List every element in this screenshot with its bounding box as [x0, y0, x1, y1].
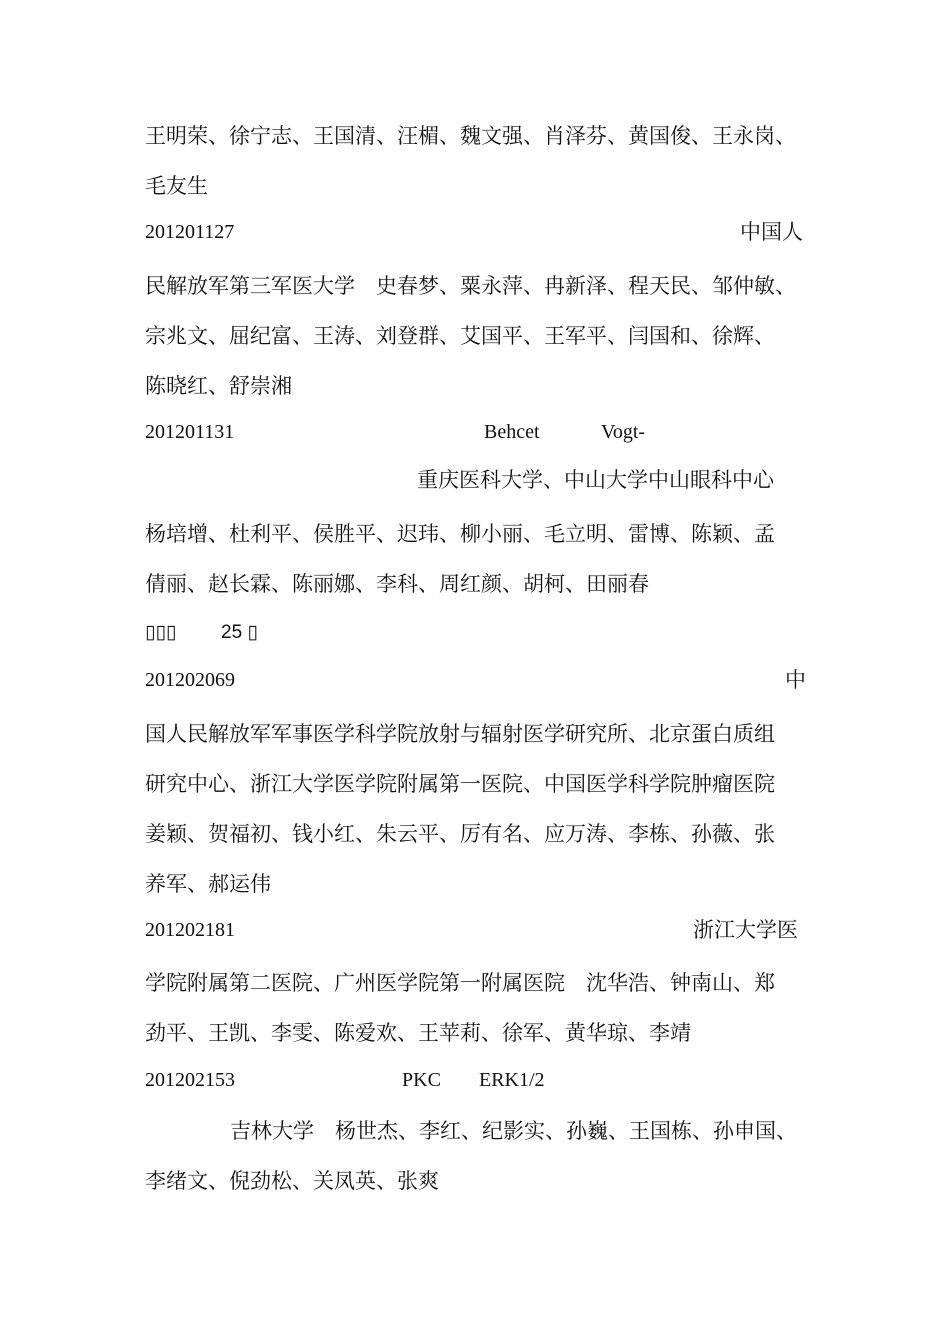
award-number: 201201127 — [145, 221, 235, 243]
text-fragment: PKC — [402, 1069, 441, 1091]
text-line: 民解放军第三军医大学 史春梦、粟永萍、冉新泽、程天民、邹仲敏、 — [145, 274, 796, 298]
text-fragment: 25 ▯ — [221, 622, 258, 643]
text-fragment: Vogt- — [601, 421, 646, 443]
text-line: 王明荣、徐宁志、王国清、汪楣、魏文强、肖泽芬、黄国俊、王永岗、 — [145, 124, 796, 148]
text-fragment: ERK1/2 — [479, 1069, 545, 1091]
text-line: 姜颖、贺福初、钱小红、朱云平、厉有名、应万涛、李栋、孙薇、张 — [145, 822, 775, 846]
text-line: 养军、郝运伟 — [145, 872, 271, 896]
award-number: 201201131 — [145, 421, 235, 443]
text-line: 重庆医科大学、中山大学中山眼科中心 — [417, 468, 774, 492]
text-line: 学院附属第二医院、广州医学院第一附属医院 沈华浩、钟南山、郑 — [145, 971, 775, 995]
text-line: 李绪文、倪劲松、关凤英、张爽 — [145, 1169, 439, 1193]
text-fragment: Behcet — [484, 421, 540, 443]
text-line: 陈晓红、舒崇湘 — [145, 374, 292, 398]
text-line: 杨培增、杜利平、侯胜平、迟玮、柳小丽、毛立明、雷博、陈颖、孟 — [145, 522, 775, 546]
award-number: 201202181 — [145, 919, 235, 941]
text-line: 浙江大学医 — [693, 918, 798, 942]
award-number: 201202153 — [145, 1069, 235, 1091]
text-line: 中国人 — [740, 220, 803, 244]
text-fragment: ▯▯▯ — [145, 622, 177, 643]
text-line: 宗兆文、屈纪富、王涛、刘登群、艾国平、王军平、闫国和、徐辉、 — [145, 324, 775, 348]
text-line: 国人民解放军军事医学科学院放射与辐射医学研究所、北京蛋白质组 — [145, 722, 775, 746]
text-line: 毛友生 — [145, 174, 208, 198]
text-line: 劲平、王凯、李雯、陈爱欢、王苹莉、徐军、黄华琼、李靖 — [145, 1021, 691, 1045]
text-line: 研究中心、浙江大学医学院附属第一医院、中国医学科学院肿瘤医院 — [145, 772, 775, 796]
text-line: 中 — [785, 668, 806, 692]
text-line: 倩丽、赵长霖、陈丽娜、李科、周红颜、胡柯、田丽春 — [145, 572, 649, 596]
award-number: 201202069 — [145, 669, 235, 691]
text-line: 吉林大学 杨世杰、李红、纪影实、孙巍、王国栋、孙申国、 — [230, 1119, 797, 1143]
